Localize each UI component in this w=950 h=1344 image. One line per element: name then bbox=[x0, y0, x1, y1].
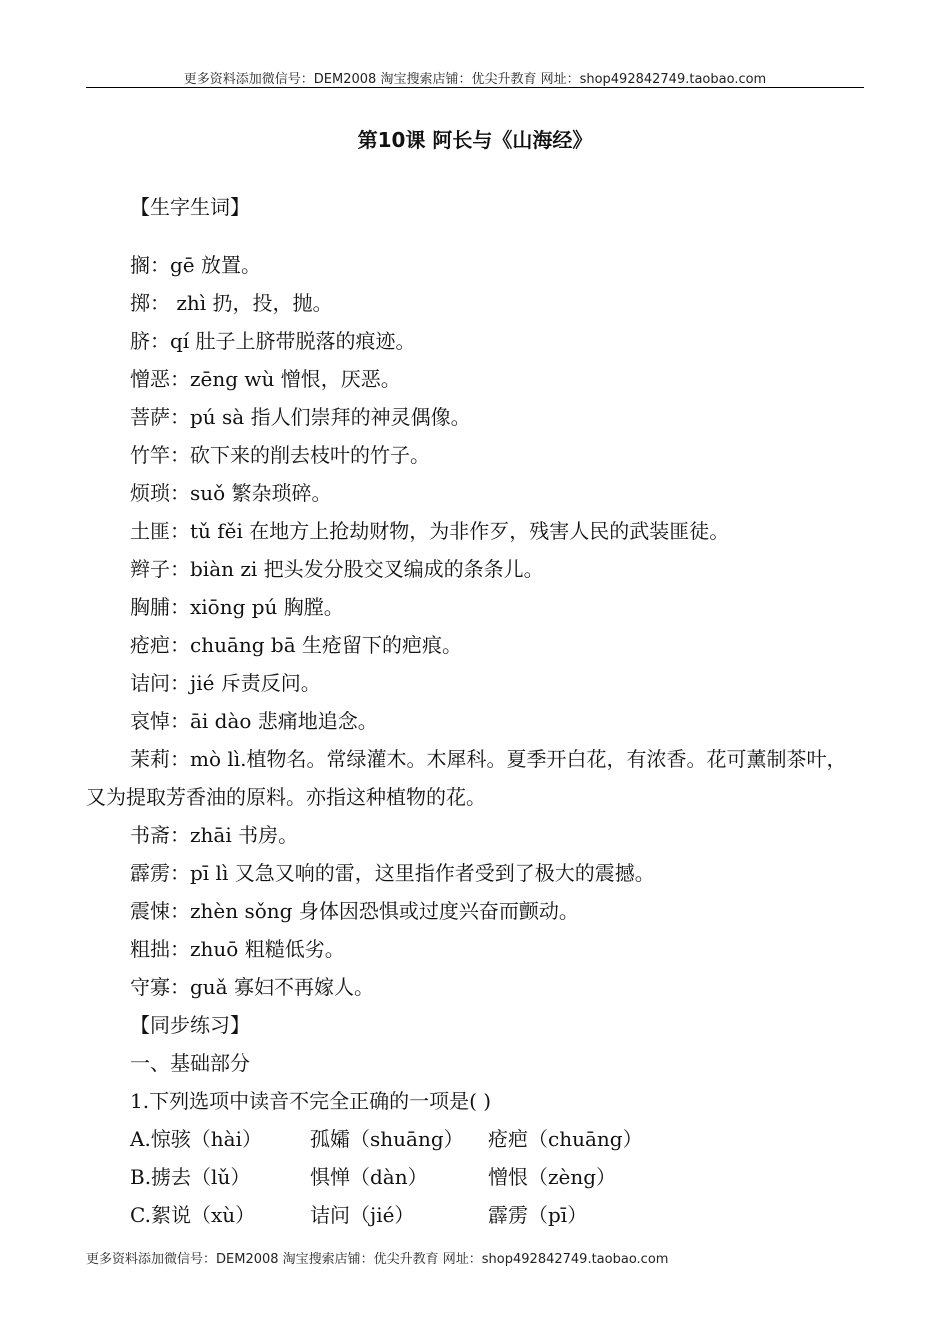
document-body bbox=[86, 188, 864, 1234]
vocab-item: 搁：gē 放置。 bbox=[130, 253, 261, 277]
option-b-3: 憎恨（zèng） bbox=[488, 1165, 617, 1189]
vocab-item: 疮疤：chuāng bā 生疮留下的疤痕。 bbox=[130, 633, 463, 657]
lesson-title: 第10课 阿长与《山海经》 bbox=[357, 128, 593, 152]
vocab-item: 菩萨：pú sà 指人们崇拜的神灵偶像。 bbox=[130, 405, 471, 429]
vocab-item: 土匪：tǔ fěi 在地方上抢劫财物，为非作歹，残害人民的武装匪徒。 bbox=[130, 519, 730, 543]
vocab-item: 竹竿：砍下来的削去枝叶的竹子。 bbox=[130, 443, 430, 467]
vocab-item: 胸脯：xiōng pú 胸膛。 bbox=[130, 595, 344, 619]
vocab-item: 粗拙：zhuō 粗糙低劣。 bbox=[130, 937, 345, 961]
practice-heading: 【同步练习】 bbox=[130, 1013, 250, 1037]
vocab-item: 茉莉：mò lì.植物名。常绿灌木。木犀科。夏季开白花，有浓香。花可薰制茶叶，又为提取芳香油的原料。亦指这种植物的花。 bbox=[86, 747, 847, 809]
option-b-1: B.掳去（lǔ） bbox=[130, 1165, 251, 1189]
vocab-item: 憎恶：zēng wù 憎恨，厌恶。 bbox=[130, 367, 401, 391]
vocab-item: 霹雳：pī lì 又急又响的雷，这里指作者受到了极大的震撼。 bbox=[130, 861, 655, 885]
page-footer: 更多资料添加微信号：DEM2008 淘宝搜索店铺：优尖升教育 网址：shop492842749.taobao.com bbox=[86, 1252, 669, 1267]
option-a-1: A.惊骇（hài） bbox=[130, 1127, 263, 1151]
vocab-item: 震悚：zhèn sǒng 身体因恐惧或过度兴奋而颤动。 bbox=[130, 899, 579, 923]
option-row-b bbox=[86, 1158, 864, 1196]
option-row-c bbox=[86, 1196, 864, 1234]
option-a-3: 疮疤（chuāng） bbox=[488, 1127, 643, 1151]
vocab-heading: 【生字生词】 bbox=[130, 195, 250, 219]
vocab-item: 书斋：zhāi 书房。 bbox=[130, 823, 299, 847]
vocab-item: 烦琐：suǒ 繁杂琐碎。 bbox=[130, 481, 332, 505]
page-header: 更多资料添加微信号：DEM2008 淘宝搜索店铺：优尖升教育 网址：shop492842749.taobao.com bbox=[183, 72, 767, 87]
basic-part-heading: 一、基础部分 bbox=[130, 1051, 250, 1075]
vocab-item: 哀悼：āi dào 悲痛地追念。 bbox=[130, 709, 378, 733]
vocab-item: 掷： zhì 扔，投，抛。 bbox=[130, 291, 333, 315]
option-c-3: 霹雳（pī） bbox=[488, 1203, 588, 1227]
option-c-1: C.絮说（xù） bbox=[130, 1203, 256, 1227]
vocab-item: 脐：qí 肚子上脐带脱落的痕迹。 bbox=[130, 329, 416, 353]
question-stem: 1.下列选项中读音不完全正确的一项是( ) bbox=[130, 1089, 492, 1113]
vocab-item: 辫子：biàn zi 把头发分股交叉编成的条条儿。 bbox=[130, 557, 544, 581]
vocab-item: 守寡：guǎ 寡妇不再嫁人。 bbox=[130, 975, 374, 999]
option-b-2: 惧惮（dàn） bbox=[310, 1165, 428, 1189]
vocab-item: 诘问：jié 斥责反问。 bbox=[130, 671, 321, 695]
option-a-2: 孤孀（shuāng） bbox=[310, 1127, 464, 1151]
header-divider bbox=[86, 87, 864, 88]
option-row-a bbox=[86, 1120, 864, 1158]
option-c-2: 诘问（jié） bbox=[310, 1203, 415, 1227]
